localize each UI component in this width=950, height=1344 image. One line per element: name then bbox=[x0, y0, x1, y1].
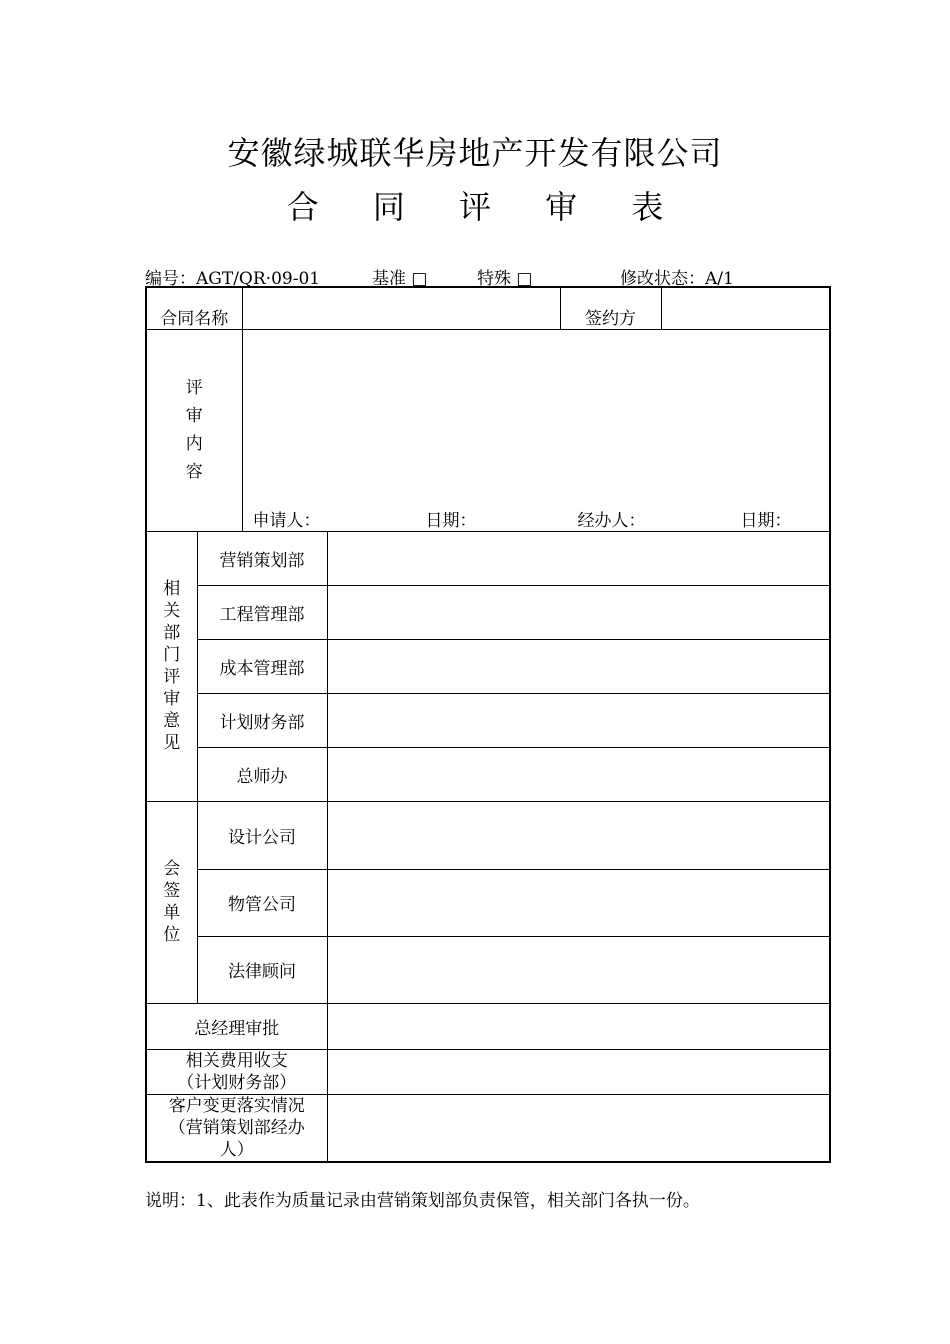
cosign-legal-opinion[interactable] bbox=[327, 936, 830, 1003]
special-checkbox[interactable]: 特殊 □ bbox=[477, 269, 533, 289]
date-label-2: 日期： bbox=[740, 510, 792, 531]
dept-marketing-opinion[interactable] bbox=[327, 531, 830, 585]
dept-engineering-opinion[interactable] bbox=[327, 585, 830, 639]
dept-marketing-label: 营销策划部 bbox=[197, 531, 327, 585]
dept-review-label: 相关部门评审意见 bbox=[146, 531, 197, 801]
cosign-property-label: 物管公司 bbox=[197, 869, 327, 936]
contract-name-field[interactable] bbox=[242, 287, 560, 329]
cost-label: 相关费用收支 （计划财务部） bbox=[146, 1049, 327, 1094]
dept-engineering-label: 工程管理部 bbox=[197, 585, 327, 639]
form-title: 合 同 评 审 表 bbox=[286, 188, 686, 226]
cosign-design-label: 设计公司 bbox=[197, 801, 327, 869]
cosign-legal-label: 法律顾问 bbox=[197, 936, 327, 1003]
applicant-label: 申请人： bbox=[252, 510, 321, 531]
signing-party-field[interactable] bbox=[661, 287, 830, 329]
signature-line bbox=[243, 509, 830, 531]
cosign-units-label: 会签单位 bbox=[146, 801, 197, 1003]
dept-finance-opinion[interactable] bbox=[327, 693, 830, 747]
gm-approval-label: 总经理审批 bbox=[146, 1003, 327, 1049]
customer-change-field[interactable] bbox=[327, 1094, 830, 1162]
customer-change-label: 客户变更落实情况 （营销策划部经办 人） bbox=[146, 1094, 327, 1162]
form-code: 编号：AGT/QR·09-01 bbox=[145, 269, 321, 289]
cost-field[interactable] bbox=[327, 1049, 830, 1094]
contract-name-label: 合同名称 bbox=[146, 287, 242, 329]
company-title: 安徽绿城联华房地产开发有限公司 bbox=[227, 134, 723, 172]
signing-party-label: 签约方 bbox=[560, 287, 661, 329]
contract-review-table bbox=[145, 286, 831, 1163]
gm-approval-field[interactable] bbox=[327, 1003, 830, 1049]
cosign-design-opinion[interactable] bbox=[327, 801, 830, 869]
date-label-1: 日期： bbox=[425, 510, 477, 531]
review-content-label: 评审内容 bbox=[146, 329, 242, 531]
review-content-field[interactable] bbox=[242, 329, 830, 531]
handler-label: 经办人： bbox=[577, 510, 646, 531]
dept-chief-engineer-label: 总师办 bbox=[197, 747, 327, 801]
dept-chief-engineer-opinion[interactable] bbox=[327, 747, 830, 801]
dept-cost-opinion[interactable] bbox=[327, 639, 830, 693]
revision-status: 修改状态：A/1 bbox=[620, 269, 734, 289]
dept-finance-label: 计划财务部 bbox=[197, 693, 327, 747]
cosign-property-opinion[interactable] bbox=[327, 869, 830, 936]
footnote: 说明：1、此表作为质量记录由营销策划部负责保管，相关部门各执一份。 bbox=[145, 1191, 700, 1211]
standard-checkbox[interactable]: 基准 □ bbox=[372, 269, 428, 289]
dept-cost-label: 成本管理部 bbox=[197, 639, 327, 693]
